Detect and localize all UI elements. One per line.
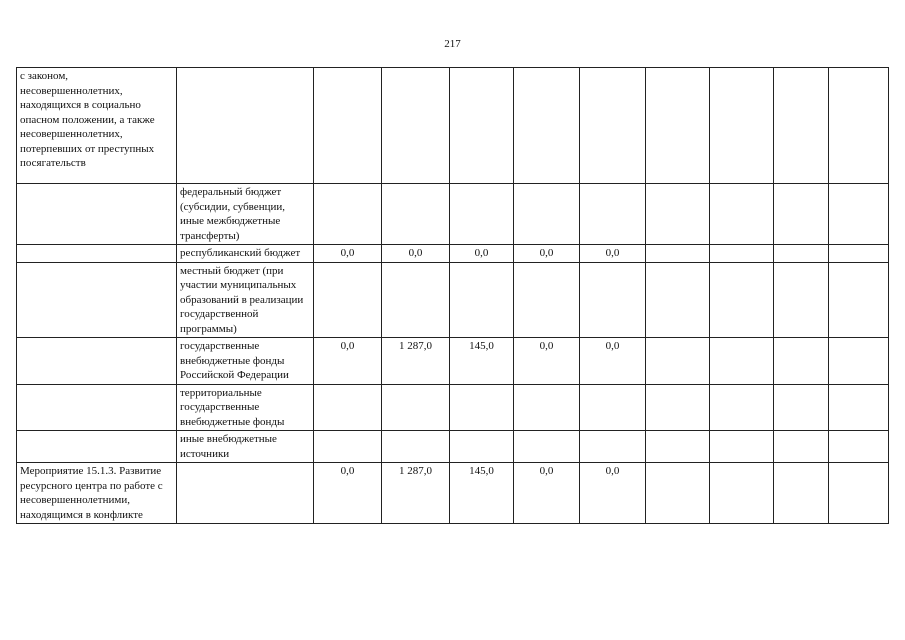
value-cell [580, 384, 646, 431]
funding-source-cell [177, 463, 314, 524]
empty-cell [710, 431, 774, 463]
empty-cell [646, 463, 710, 524]
value-cell [514, 384, 580, 431]
value-cell [580, 262, 646, 338]
budget-table [16, 67, 889, 524]
table-row [17, 384, 889, 431]
value-cell [314, 262, 382, 338]
empty-cell [829, 245, 889, 263]
empty-cell [710, 384, 774, 431]
value-cell [382, 184, 450, 245]
activity-name-cell: с законом, несовершеннолетних, находящихся в социально опасном положении, а также несовершеннолетних, потерпевших от преступных посягательств [17, 68, 177, 184]
value-cell [580, 431, 646, 463]
value-cell [514, 68, 580, 184]
value-cell: 145,0 [450, 463, 514, 524]
activity-name-cell [17, 184, 177, 245]
empty-cell [774, 384, 829, 431]
empty-cell [646, 384, 710, 431]
value-cell: 0,0 [314, 338, 382, 385]
activity-name-cell [17, 245, 177, 263]
activity-name-cell: Мероприятие 15.1.3. Развитие ресурсного центра по работе с несовершеннолетними, находящимся в конфликте [17, 463, 177, 524]
empty-cell [774, 338, 829, 385]
value-cell [450, 431, 514, 463]
empty-cell [710, 262, 774, 338]
activity-name-cell [17, 384, 177, 431]
activity-name-cell [17, 431, 177, 463]
funding-source-cell: иные внебюджетные источники [177, 431, 314, 463]
value-cell: 0,0 [314, 463, 382, 524]
empty-cell [774, 431, 829, 463]
empty-cell [774, 184, 829, 245]
value-cell [450, 384, 514, 431]
value-cell [580, 184, 646, 245]
value-cell: 0,0 [382, 245, 450, 263]
value-cell [314, 384, 382, 431]
value-cell [580, 68, 646, 184]
empty-cell [829, 463, 889, 524]
value-cell [450, 68, 514, 184]
empty-cell [829, 384, 889, 431]
empty-cell [710, 184, 774, 245]
value-cell [450, 262, 514, 338]
empty-cell [774, 245, 829, 263]
value-cell [514, 184, 580, 245]
value-cell [314, 184, 382, 245]
empty-cell [829, 338, 889, 385]
empty-cell [710, 338, 774, 385]
empty-cell [829, 184, 889, 245]
empty-cell [829, 262, 889, 338]
value-cell: 1 287,0 [382, 463, 450, 524]
empty-cell [829, 68, 889, 184]
value-cell [314, 68, 382, 184]
value-cell [382, 431, 450, 463]
table-row [17, 338, 889, 385]
empty-cell [774, 68, 829, 184]
value-cell: 1 287,0 [382, 338, 450, 385]
empty-cell [710, 68, 774, 184]
value-cell [450, 184, 514, 245]
empty-cell [646, 245, 710, 263]
page-number: 217 [444, 38, 461, 50]
empty-cell [646, 184, 710, 245]
value-cell [514, 431, 580, 463]
table-row [17, 431, 889, 463]
value-cell: 0,0 [580, 463, 646, 524]
value-cell: 0,0 [514, 338, 580, 385]
table-row [17, 68, 889, 184]
funding-source-cell: федеральный бюджет (субсидии, субвенции, иные межбюджетные трансферты) [177, 184, 314, 245]
value-cell: 0,0 [514, 463, 580, 524]
value-cell [382, 262, 450, 338]
value-cell [514, 262, 580, 338]
value-cell: 0,0 [450, 245, 514, 263]
activity-name-cell [17, 262, 177, 338]
table-row [17, 262, 889, 338]
value-cell: 0,0 [314, 245, 382, 263]
empty-cell [646, 68, 710, 184]
funding-source-cell: местный бюджет (при участии муниципальных образований в реализации государственной программы) [177, 262, 314, 338]
empty-cell [646, 431, 710, 463]
empty-cell [774, 262, 829, 338]
funding-source-cell: республиканский бюджет [177, 245, 314, 263]
funding-source-cell: территориальные государственные внебюджетные фонды [177, 384, 314, 431]
value-cell [314, 431, 382, 463]
value-cell: 145,0 [450, 338, 514, 385]
table-row [17, 463, 889, 524]
funding-source-cell [177, 68, 314, 184]
empty-cell [646, 262, 710, 338]
funding-source-cell: государственные внебюджетные фонды Российской Федерации [177, 338, 314, 385]
table-row [17, 184, 889, 245]
activity-name-cell [17, 338, 177, 385]
empty-cell [710, 245, 774, 263]
value-cell: 0,0 [580, 338, 646, 385]
value-cell: 0,0 [580, 245, 646, 263]
value-cell [382, 384, 450, 431]
value-cell [382, 68, 450, 184]
table-row [17, 245, 889, 263]
value-cell: 0,0 [514, 245, 580, 263]
empty-cell [646, 338, 710, 385]
empty-cell [710, 463, 774, 524]
empty-cell [774, 463, 829, 524]
empty-cell [829, 431, 889, 463]
